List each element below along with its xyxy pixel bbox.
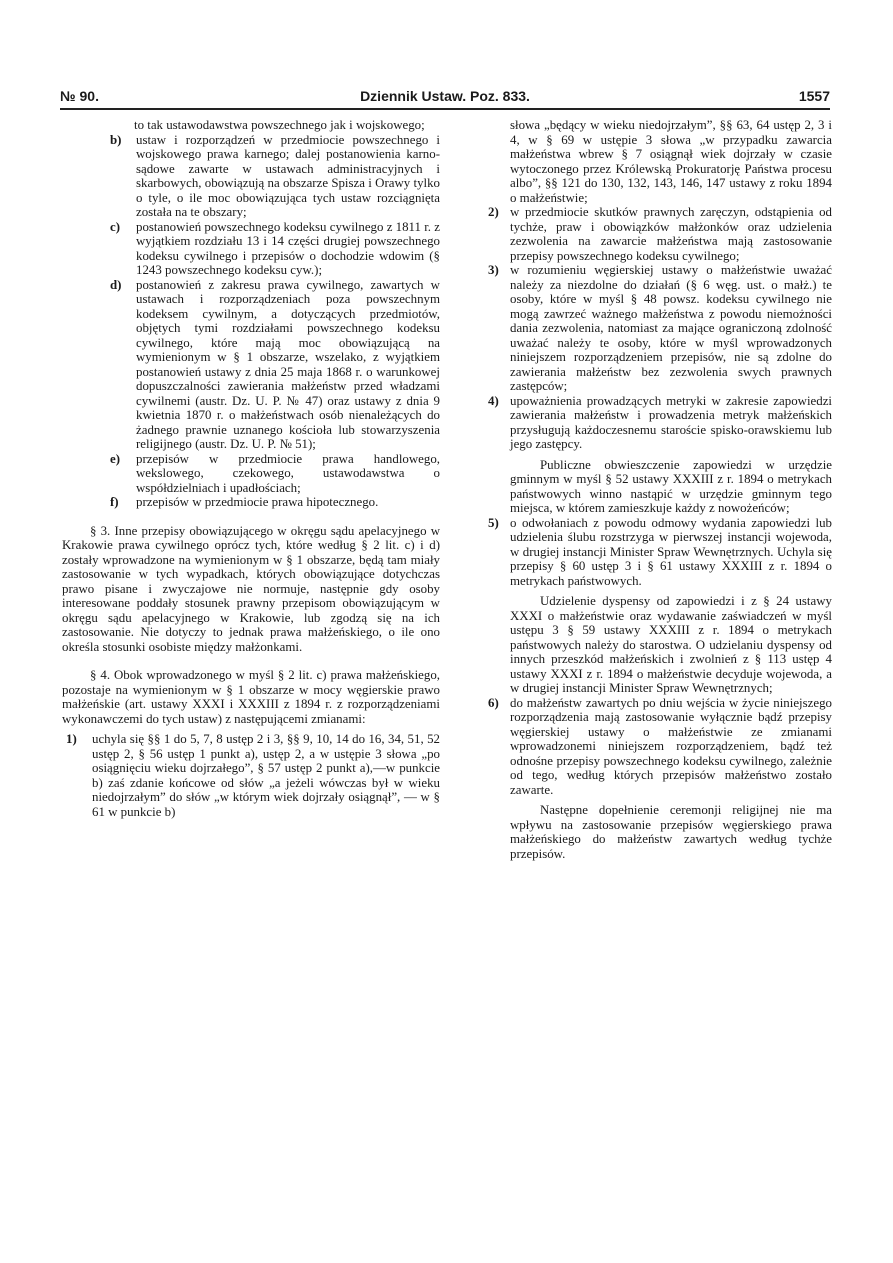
list-item-3 bbox=[488, 263, 832, 394]
list-item-4 bbox=[488, 394, 832, 452]
item-text: postanowień z zakresu prawa cywilnego, zawartych w ustawach i rozporządzeniach poza powszechnym kodeksem cywilnym, a dotyczących przedmiotów, objętych tymi rozdziałami powszechnego kodeksu cywilnego, które mają moc obowiązującą na wymienionym w § 1 obszarze, wszelako, z wyjątkiem postanowień ustawy z dnia 25 maja 1868 r. o warunkowej dopuszczalności zawierania małżeństw przed władzami cywilnemi (austr. Dz. U. P. № 47) oraz ustawy z dnia 9 kwietnia 1870 r. o małżeństwach osób nienależących do żadnego prawnie uznanego kościoła lub stowarzyszenia religijnego (austr. Dz. U. P. № 51); bbox=[136, 277, 440, 451]
ceremony-paragraph: Następne dopełnienie ceremonji religijnej nie ma wpływu na zastosowanie przepisów węgierskiego prawa małżeńskiego do małżeństw zawartych według tychże przepisów. bbox=[510, 803, 832, 861]
intro-text: to tak ustawodawstwa powszechnego jak i wojskowego; bbox=[134, 118, 425, 132]
section-3: § 3. Inne przepisy obowiązującego w okręgu sądu apelacyjnego w Krakowie prawa cywilnego oprócz tych, które według § 2 lit. c) i d) zostały wprowadzone na wymienionym w § 1 obszarze, będą tam miały zastosowanie w tych wypadkach, których obowiązujące dotychczas prawo pisane i zwyczajowe nie normuje, następnie gdy osoby interesowane poddały stosunek prawny przepisom obowiązującym w okręgu sądu apelacyjnego w Krakowie, lub zgodzą się na ich zastosowanie. Nie dotyczy to jednak prawa małżeńskiego, o ile ono określa stosunki osobiste między małżonkami. bbox=[62, 523, 440, 654]
item-text: ustaw i rozporządzeń w przedmiocie powszechnego i wojskowego prawa karnego; dalej postanowienia karno-sądowe zawarte w ustawach administracyjnych i skarbowych, obowiązują na obszarze Spisza i Orawy tylko o tyle, o ile moc obowiązująca tych ustaw rozciągnięta została na te obszary; bbox=[136, 132, 440, 219]
item-label: e) bbox=[110, 451, 121, 466]
item-label: 1) bbox=[66, 732, 77, 746]
item-label: 3) bbox=[488, 263, 499, 277]
item-label: f) bbox=[110, 495, 119, 509]
list-item-6 bbox=[488, 696, 832, 798]
item-text: przepisów w przedmiocie prawa handlowego, wekslowego, czekowego, ustawodawstwa o współdzielniach i upadłościach; bbox=[136, 451, 440, 495]
list-item-d bbox=[62, 278, 440, 452]
journal-number: № 90. bbox=[60, 88, 99, 104]
header-rule bbox=[60, 108, 830, 110]
item-label: 6) bbox=[488, 695, 499, 710]
item-text: uchyla się §§ 1 do 5, 7, 8 ustęp 2 i 3, §§ 9, 10, 14 do 16, 34, 51, 52 ustęp 2, § 56 ustęp 1 punkt a), ustęp 2, a w ustępie 3 słowa „po osiągnięciu wieku dojrzałego”, § 57 ustęp 2 punkt a),—w punkcie b) zaś zdanie końcowe od słów „a jeżeli wówczas był w wieku niedojrzałym” do słów „w którym wiek dojrzały osiągnął”, — w § 61 w punkcie b) bbox=[92, 732, 440, 819]
item-label: 5) bbox=[488, 515, 499, 530]
list-item-c bbox=[62, 220, 440, 278]
item-text: o odwołaniach z powodu odmowy wydania zapowiedzi lub udzielenia ślubu rozstrzyga w pierwszej instancji wojewoda, w drugiej instancji Minister Spraw Wewnętrznych. Uchyla się przepisy § 60 ustęp 3 i § 61 ustawy XXXIII z r. 1894 o metrykach państwowych. bbox=[510, 515, 832, 588]
item-text: postanowień powszechnego kodeksu cywilnego z 1811 r. z wyjątkiem rozdziału 13 i 14 części drugiej powszechnego kodeksu cywilnego i przepisów o dochodzie wdowim (§ 1243 powszechnego kodeksu cyw.); bbox=[136, 219, 440, 277]
continuation-text: słowa „będący w wieku niedojrzałym”, §§ 63, 64 ustęp 2, 3 i 4, w § 69 w ustępie 3 słowa „w przypadku zawarcia małżeństwa wbrew § 7 osiągnął wiek dojrzały w czasie wytoczonego przez Królewską Prokuratorję Państwa procesu albo”, §§ 121 do 130, 132, 143, 146, 147 ustawy z roku 1894 o małżeństwie; bbox=[510, 118, 832, 205]
list-item-e bbox=[62, 452, 440, 496]
section-4: § 4. Obok wprowadzonego w myśl § 2 lit. c) prawa małżeńskiego, pozostaje na wymienionym w § 1 obszarze w mocy węgierskie prawo małżeńskie (art. ustawy XXXI i XXXIII z 1894 r. z rozporządzeniami wykonawczemi do tych ustaw) z następującemi zmianami: bbox=[62, 668, 440, 726]
page-header bbox=[60, 88, 830, 110]
page-number: 1557 bbox=[798, 88, 830, 104]
list-item-f bbox=[62, 495, 440, 510]
right-column bbox=[488, 118, 832, 861]
item-label: 2) bbox=[488, 205, 499, 219]
left-column bbox=[62, 118, 440, 819]
journal-title: Dziennik Ustaw. Poz. 833. bbox=[360, 88, 530, 104]
item-label: b) bbox=[110, 132, 122, 147]
list-item-b bbox=[62, 133, 440, 220]
item-text: przepisów w przedmiocie prawa hipotecznego. bbox=[136, 495, 379, 509]
dispensation-paragraph: Udzielenie dyspensy od zapowiedzi i z § 24 ustawy XXXI o małżeństwie oraz wydawanie zaświadczeń w myśl ustępu 3 § 59 ustawy XXXIII z r. 1894 o metrykach państwowych należy do starostwa. O udzielaniu dyspensy od innych przeszkód małżeńskich i zwolnień z § 113 ustęp 4 ustawy XXXI z r. 1894 o małżeństwie decyduje wojewoda, a w drugiej instancji Minister Spraw Wewnętrznych; bbox=[510, 594, 832, 695]
item-label: d) bbox=[110, 277, 122, 292]
item-text: upoważnienia prowadzących metryki w zakresie zapowiedzi zawierania małżeństw i prowadzenia metryk małżeńskich przysługują każdoczesnemu staroście spisko-orawskiemu lub jego zastępcy. bbox=[510, 393, 832, 451]
item-text: w przedmiocie skutków prawnych zaręczyn, odstąpienia od tychże, praw i obowiązków małżonków oraz udzielenia zezwolenia na zawarcie małżeństwa mają zastosowanie przepisy powszechnego kodeksu cywilnego; bbox=[510, 205, 832, 263]
item-text: do małżeństw zawartych po dniu wejścia w życie niniejszego rozporządzenia mają zastosowanie wyłącznie bądź przepisy węgierskiej ustawy o małżeństwie ze zmianami wprowadzonemi niniejszem rozporządzeniem, bądź też odnośne przepisy powszechnego kodeksu cywilnego, zależnie od tego, według których przepisów małżeństwo zostało zawarte. bbox=[510, 695, 832, 797]
list-item-1 bbox=[62, 732, 440, 819]
list-item-5 bbox=[488, 516, 832, 589]
list-item-2 bbox=[488, 205, 832, 263]
item-label: 4) bbox=[488, 393, 499, 408]
item-text: w rozumieniu węgierskiej ustawy o małżeństwie uważać należy za niezdolne do działań (§ 6 węg. ust. o małż.) te osoby, które w myśl § 48 powsz. kodeksu cywilnego nie mogą zawrzeć ważnego małżeństwa z powodu niemożności dania zezwolenia, natomiast za mające ograniczoną zdolność uważać należy te osoby, które w myśl wprowadzonych niniejszem rozporządzeniem przepisów, nie są zdolne do zawierania małżeństw bez zezwolenia swych prawnych zastępców; bbox=[510, 263, 832, 393]
item-label: c) bbox=[110, 219, 121, 234]
publication-paragraph: Publiczne obwieszczenie zapowiedzi w urzędzie gminnym w myśl § 52 ustawy XXXIII z r. 1894 o metrykach państwowych winno nastąpić w urzędzie gminnym tego miejsca, w którem zamieszkuje każdy z nowożeńców; bbox=[510, 457, 832, 515]
